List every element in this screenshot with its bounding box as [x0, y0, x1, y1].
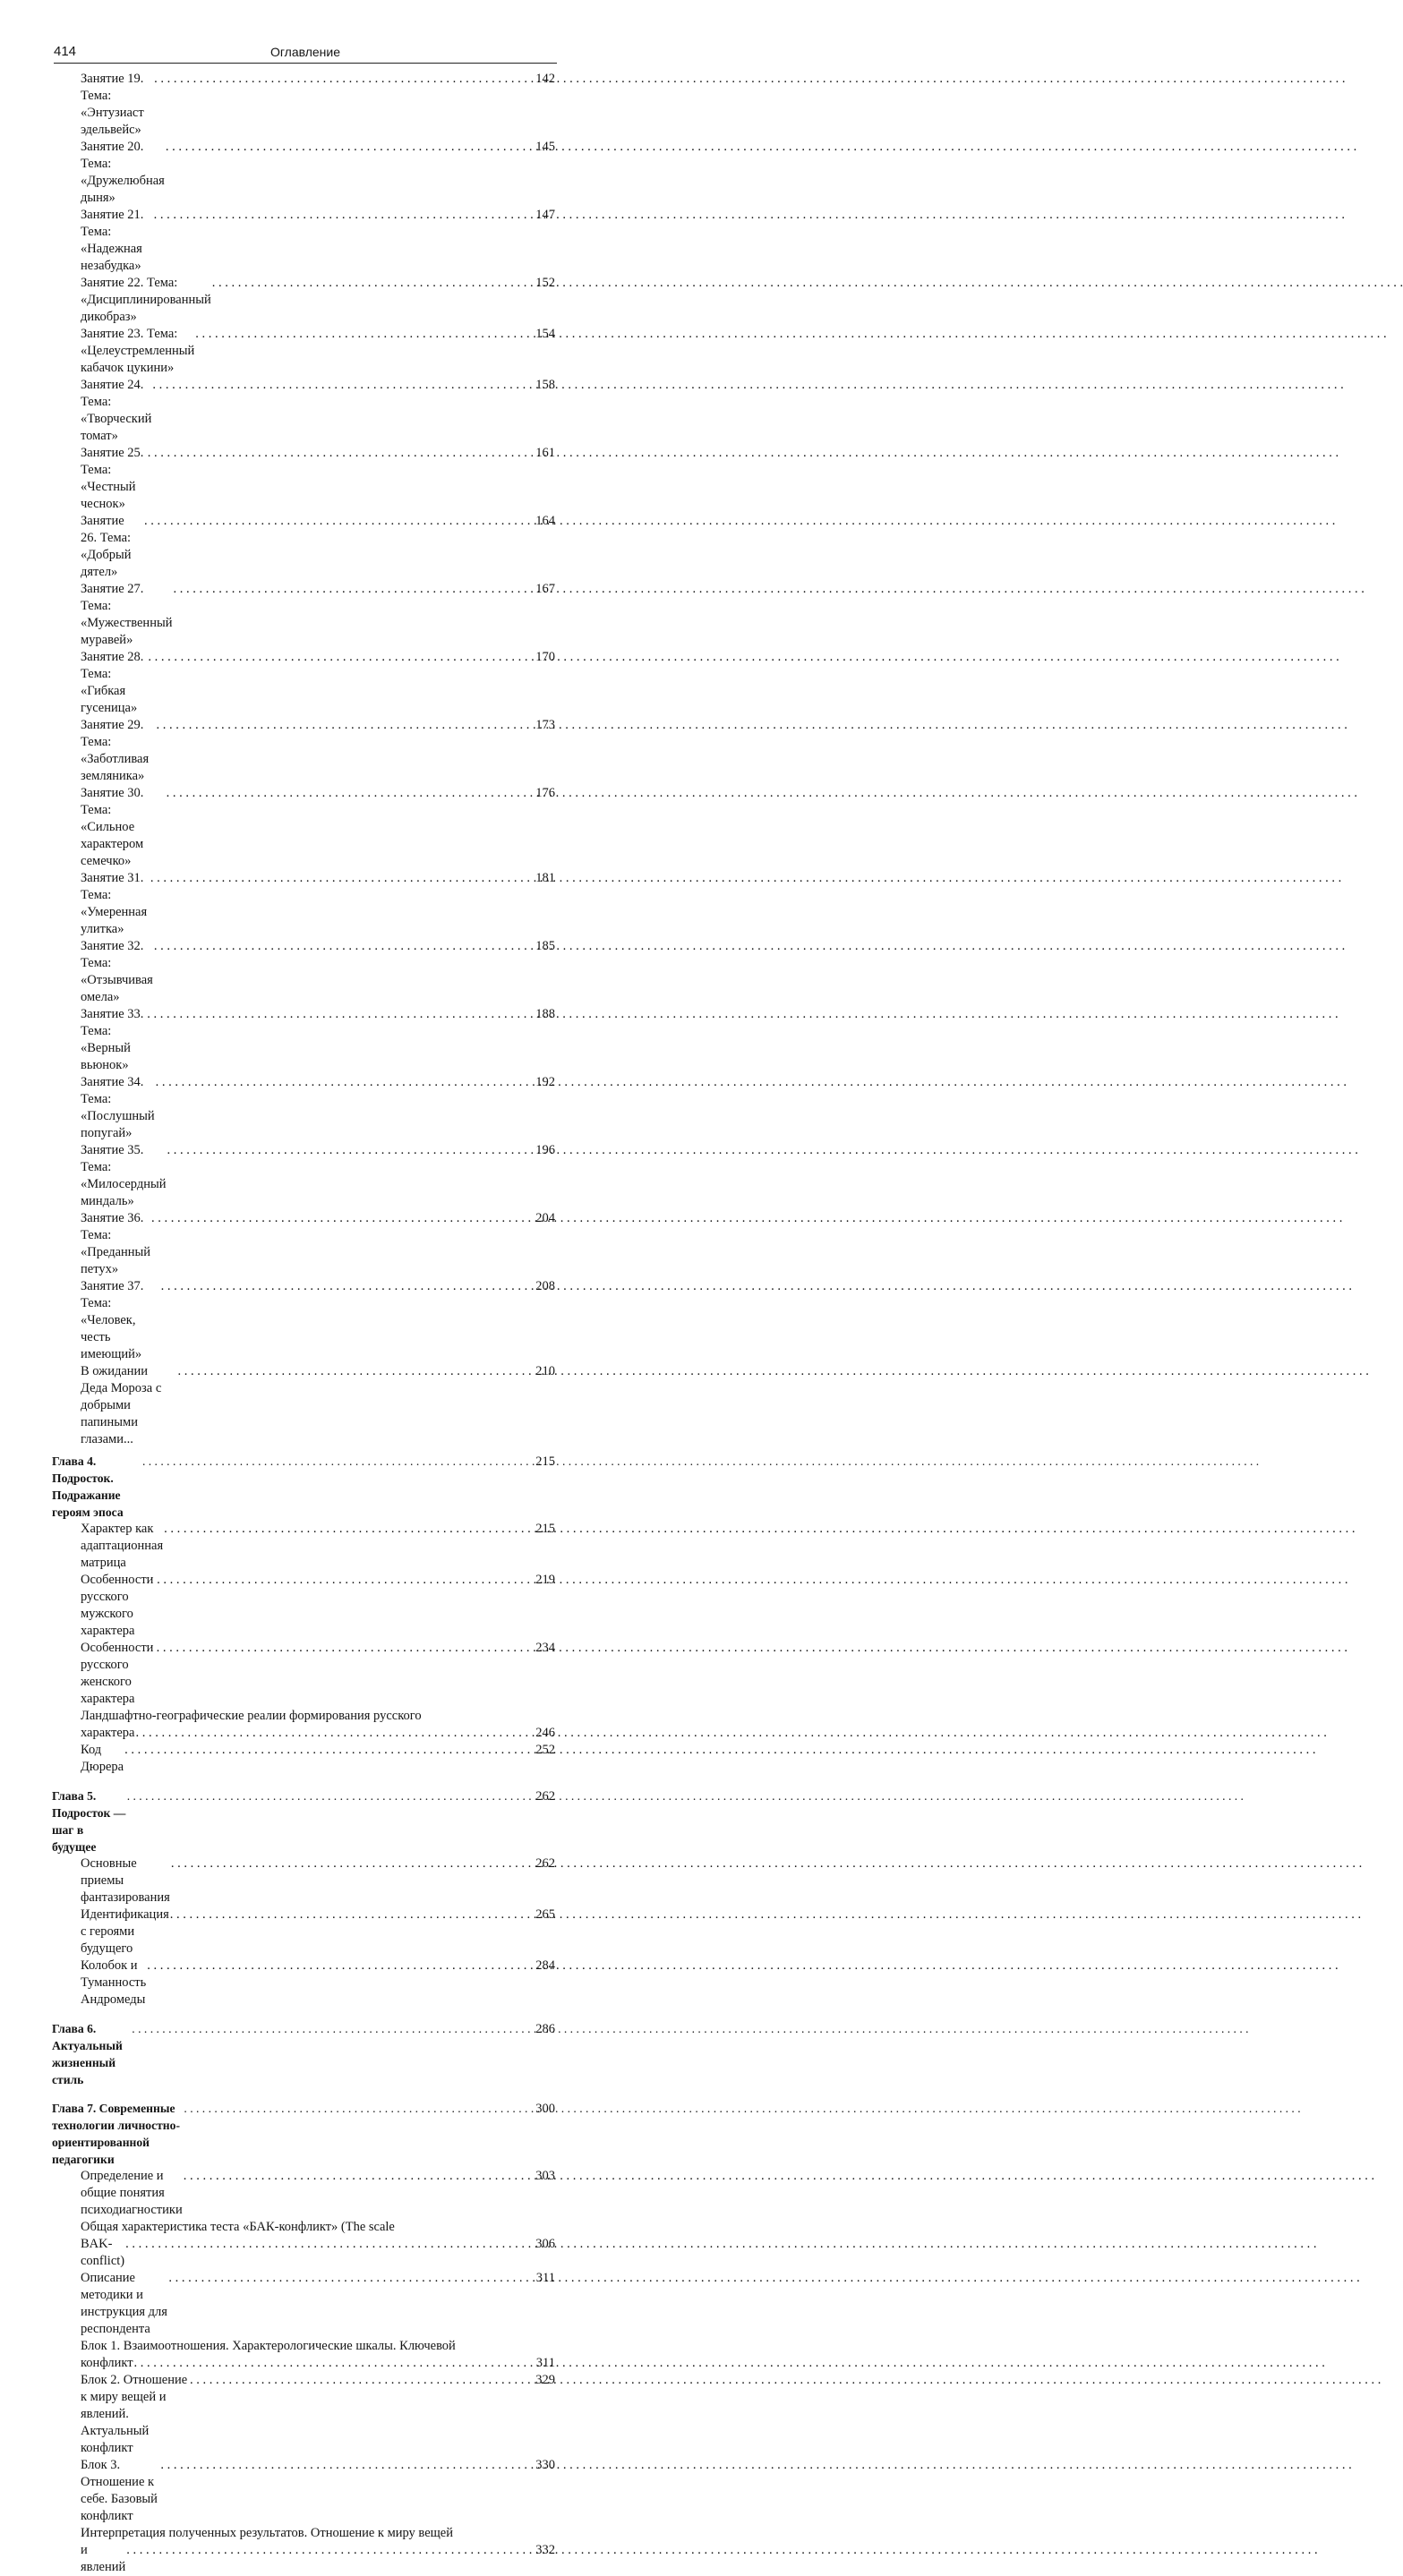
leader-dots: [154, 207, 535, 224]
leader-dots: [184, 2100, 535, 2117]
toc-entry-title: Глава 7. Современные технологии личностно-ориентированной педагогики: [52, 2102, 180, 2166]
toc-entry: [52, 2338, 557, 2372]
toc-page-number: 170: [535, 650, 555, 664]
toc-page-number: 311: [535, 2271, 555, 2285]
leader-dots: [147, 1006, 535, 1023]
toc-page-number: 161: [535, 446, 555, 460]
toc-page-number: 262: [535, 1789, 555, 1804]
leader-dots: [134, 2355, 535, 2372]
toc-entry-title: Занятие 25. Тема: «Честный чеснок»: [81, 446, 144, 511]
toc-entry-title: Колобок и Туманность Андромеды: [81, 1958, 147, 2007]
leader-dots: [126, 2542, 535, 2559]
toc-page-number: 185: [535, 939, 555, 953]
toc-entry: [52, 581, 557, 649]
toc-entry-title: Занятие 32. Тема: «Отзывчивая омела»: [81, 939, 153, 1004]
leader-dots: [184, 2168, 535, 2185]
toc-page-number: 210: [535, 1364, 555, 1378]
leader-dots: [164, 1521, 535, 1538]
toc-entry: [52, 1074, 557, 1142]
toc-entry: [52, 326, 557, 377]
toc-chapter: [52, 2100, 557, 2168]
toc-entry-title: Занятие 36. Тема: «Преданный петух»: [81, 1211, 151, 1276]
leader-dots: [125, 2236, 535, 2253]
toc-page-number: 332: [535, 2543, 555, 2557]
toc-entry-title: Описание методики и инструкция для респондента: [81, 2271, 167, 2336]
toc-entry: [52, 870, 557, 938]
toc-entry-title-continued: характера: [81, 1726, 135, 1740]
toc-entry-title: Интерпретация полученных результатов. Отношение к миру вещей: [81, 2526, 453, 2540]
toc-entry-title: Ландшафтно-географические реалии формирования русского: [81, 1709, 422, 1723]
toc-page-number: 252: [535, 1743, 555, 1757]
toc-page-number: 142: [535, 72, 555, 86]
toc-page-number: 145: [535, 140, 555, 154]
toc-entry: [52, 938, 557, 1006]
toc-entry-title: Занятие 30. Тема: «Сильное характером семечко»: [81, 786, 144, 868]
toc-entry-title-continued: и явлений: [81, 2543, 126, 2574]
table-of-contents: [52, 71, 557, 2576]
toc-entry-title: Особенности русского мужского характера: [81, 1573, 154, 1638]
toc-entry: [52, 1572, 557, 1640]
toc-entry-title: Занятие 21. Тема: «Надежная незабудка»: [81, 208, 144, 273]
leader-dots: [167, 1142, 535, 1159]
toc-entry-title: Основные приемы фантазирования: [81, 1856, 170, 1905]
leader-dots: [161, 1278, 535, 1295]
toc-entry: [52, 1363, 557, 1448]
toc-page-number: 176: [535, 786, 555, 800]
toc-entry-title: Определение и общие понятия психодиагностики: [81, 2169, 183, 2217]
toc-page-number: 204: [535, 1211, 555, 1225]
toc-entry: [52, 1278, 557, 1363]
leader-dots: [150, 870, 535, 887]
toc-entry-title: Занятие 24. Тема: «Творческий томат»: [81, 378, 152, 443]
page-number: 414: [54, 44, 77, 59]
toc-entry: [52, 2270, 557, 2338]
leader-dots: [156, 1074, 535, 1091]
toc-entry: [52, 2525, 557, 2576]
toc-entry: [52, 1906, 557, 1958]
toc-entry-title: В ожидании Деда Мороза с добрыми папиными глазами...: [81, 1364, 162, 1446]
toc-entry-title-continued: BAK-conflict): [81, 2237, 125, 2268]
toc-entry: [52, 275, 557, 326]
toc-entry: [52, 1742, 557, 1776]
toc-page-number: 152: [535, 276, 555, 290]
leader-dots: [147, 1958, 535, 1975]
leader-dots: [144, 513, 535, 530]
toc-chapter: [52, 2020, 557, 2088]
toc-entry-title: Занятие 33. Тема: «Верный вьюнок»: [81, 1007, 144, 1072]
toc-entry-title: Занятие 29. Тема: «Заботливая земляника»: [81, 718, 150, 783]
toc-page-number: 265: [535, 1907, 555, 1922]
toc-entry: [52, 2219, 557, 2270]
toc-entry-title: Занятие 34. Тема: «Послушный попугай»: [81, 1075, 155, 1140]
toc-page-number: 306: [535, 2237, 555, 2251]
toc-entry: [52, 207, 557, 275]
toc-entry-title-continued: конфликт: [81, 2356, 133, 2370]
toc-entry-title: Глава 5. Подросток — шаг в будущее: [52, 1789, 126, 1854]
toc-page-number: 192: [535, 1075, 555, 1089]
toc-entry: [52, 1855, 557, 1906]
leader-dots: [171, 1855, 535, 1872]
page-header: [54, 39, 557, 64]
toc-entry-title: Занятие 35. Тема: «Милосердный миндаль»: [81, 1143, 167, 1208]
toc-entry-title: Особенности русского женского характера: [81, 1641, 154, 1706]
toc-page-number: 181: [535, 871, 555, 885]
leader-dots: [142, 1453, 535, 1470]
toc-entry-title: Глава 4. Подросток. Подражание героям эпоса: [52, 1454, 124, 1519]
toc-entry: [52, 139, 557, 207]
toc-page-number: 167: [535, 582, 555, 596]
toc-page-number: 173: [535, 718, 555, 732]
leader-dots: [170, 1906, 535, 1923]
toc-page-number: 158: [535, 378, 555, 392]
toc-entry-title: Блок 2. Отношение к миру вещей и явлений. Актуальный конфликт: [81, 2373, 188, 2455]
toc-page-number: 286: [535, 2022, 555, 2036]
leader-dots: [136, 1725, 535, 1742]
leader-dots: [177, 1363, 535, 1380]
leader-dots: [154, 71, 535, 88]
toc-page-number: 311: [535, 2356, 555, 2370]
leader-dots: [148, 649, 535, 666]
leader-dots: [212, 275, 535, 292]
toc-page-number: 196: [535, 1143, 555, 1157]
running-title: Оглавление: [269, 45, 341, 59]
toc-entry-title: Характер как адаптационная матрица: [81, 1522, 164, 1570]
leader-dots: [148, 445, 535, 462]
leader-dots: [157, 1640, 535, 1657]
leader-dots: [168, 2270, 535, 2287]
toc-entry: [52, 785, 557, 870]
leader-dots: [132, 2020, 535, 2037]
toc-page-number: 234: [535, 1641, 555, 1655]
toc-page-number: 284: [535, 1958, 555, 1973]
toc-page-number: 147: [535, 208, 555, 222]
toc-entry-title: Код Дюрера: [81, 1743, 124, 1774]
toc-entry-title: Занятие 37. Тема: «Человек, честь имеющий»: [81, 1279, 144, 1361]
toc-entry-title: Глава 6. Актуальный жизненный стиль: [52, 2022, 123, 2086]
leader-dots: [173, 581, 535, 598]
toc-page-number: 188: [535, 1007, 555, 1021]
toc-chapter: [52, 1453, 557, 1521]
toc-entry-title: Занятие 26. Тема: «Добрый дятел»: [81, 514, 132, 579]
toc-entry: [52, 377, 557, 445]
toc-page-number: 329: [535, 2373, 555, 2387]
leader-dots: [151, 1210, 535, 1227]
toc-entry-title: Блок 3. Отношение к себе. Базовый конфликт: [81, 2458, 158, 2523]
toc-entry: [52, 71, 557, 139]
toc-entry: [52, 1210, 557, 1278]
toc-entry: [52, 1958, 557, 2009]
toc-page-number: 219: [535, 1573, 555, 1587]
toc-entry: [52, 717, 557, 785]
toc-entry: [52, 513, 557, 581]
toc-entry-title: Занятие 19. Тема: «Энтузиаст эдельвейс»: [81, 72, 144, 137]
toc-page-number: 215: [535, 1522, 555, 1536]
toc-entry: [52, 2457, 557, 2525]
toc-entry: [52, 2168, 557, 2219]
document-page: [0, 0, 611, 2574]
toc-entry: [52, 1142, 557, 1210]
leader-dots: [167, 785, 535, 802]
toc-page-number: 164: [535, 514, 555, 528]
toc-entry-title: Занятие 28. Тема: «Гибкая гусеница»: [81, 650, 144, 715]
toc-page-number: 262: [535, 1856, 555, 1871]
toc-entry-title: Идентификация с героями будущего: [81, 1907, 169, 1956]
toc-entry-title: Занятие 22. Тема: «Дисциплинированный дикобраз»: [81, 276, 211, 324]
toc-entry: [52, 2372, 557, 2457]
leader-dots: [195, 326, 535, 343]
toc-entry-title: Занятие 27. Тема: «Мужественный муравей»: [81, 582, 173, 647]
toc-page-number: 208: [535, 1279, 555, 1293]
toc-entry-title: Занятие 31. Тема: «Умеренная улитка»: [81, 871, 148, 936]
toc-page-number: 215: [535, 1454, 555, 1469]
leader-dots: [166, 139, 535, 156]
toc-entry-title: Общая характеристика теста «БАК-конфликт» (The scale: [81, 2220, 395, 2234]
toc-entry-title: Занятие 23. Тема: «Целеустремленный кабачок цукини»: [81, 327, 195, 375]
leader-dots: [124, 1742, 535, 1759]
toc-page-number: 330: [535, 2458, 555, 2472]
leader-dots: [157, 717, 535, 734]
toc-page-number: 154: [535, 327, 555, 341]
toc-entry: [52, 1521, 557, 1572]
toc-entry: [52, 649, 557, 717]
leader-dots: [190, 2372, 535, 2389]
toc-entry-title: Занятие 20. Тема: «Дружелюбная дыня»: [81, 140, 165, 205]
leader-dots: [127, 1787, 535, 1804]
toc-entry: [52, 1006, 557, 1074]
toc-entry: [52, 445, 557, 513]
toc-entry: [52, 1708, 557, 1742]
leader-dots: [154, 938, 535, 955]
leader-dots: [160, 2457, 535, 2474]
toc-chapter: [52, 1787, 557, 1855]
toc-page-number: 300: [535, 2102, 555, 2116]
toc-entry-title: Блок 1. Взаимоотношения. Характерологические шкалы. Ключевой: [81, 2339, 456, 2353]
toc-entry: [52, 1640, 557, 1708]
leader-dots: [157, 1572, 535, 1589]
leader-dots: [152, 377, 535, 394]
toc-page-number: 246: [535, 1726, 555, 1740]
toc-page-number: 303: [535, 2169, 555, 2183]
